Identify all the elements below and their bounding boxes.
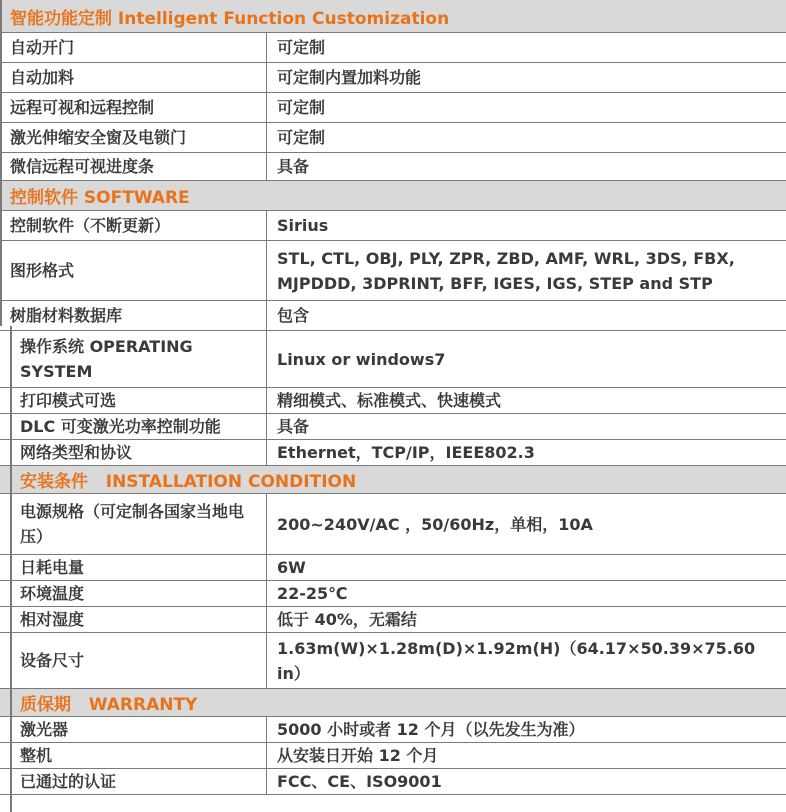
table-row: [0, 414, 786, 440]
row-value: Linux or windows7: [266, 331, 786, 387]
section-title: 智能功能定制 Intelligent Function Customization: [10, 8, 450, 29]
table-row: [0, 717, 786, 743]
table-row: [0, 331, 786, 388]
table-row: [0, 63, 786, 93]
row-label: 远程可视和远程控制: [10, 98, 155, 117]
table-border-left: [0, 0, 2, 326]
row-label: 日耗电量: [20, 558, 85, 577]
row-value: 6W: [266, 555, 786, 580]
row-label: 激光伸缩安全窗及电锁门: [10, 128, 187, 147]
row-value: STL, CTL, OBJ, PLY, ZPR, ZBD, AMF, WRL, 3DS, FBX, MJPDDD, 3DPRINT, BFF, IGES, IGS, STEP and STP: [266, 241, 786, 300]
row-value: 22-25℃: [266, 581, 786, 606]
row-label: 设备尺寸: [20, 651, 85, 670]
table-row: [0, 388, 786, 414]
section-header-software: [0, 181, 786, 211]
row-value: 5000 小时或者 12 个月（以先发生为准）: [266, 717, 786, 742]
row-label: DLC 可变激光功率控制功能: [20, 417, 221, 436]
row-label: 相对湿度: [20, 610, 85, 629]
row-value: 从安装日开始 12 个月: [266, 743, 786, 768]
row-label: 树脂材料数据库: [10, 306, 123, 325]
row-value: 精细模式、标准模式、快速模式: [266, 388, 786, 413]
section-title: 控制软件 SOFTWARE: [10, 188, 190, 208]
row-value: 可定制: [266, 123, 786, 152]
table-row: [0, 93, 786, 123]
row-value: 1.63m(W)×1.28m(D)×1.92m(H)（64.17×50.39×75.60 in）: [266, 633, 786, 688]
table-row: [0, 123, 786, 153]
table-row: [0, 769, 786, 795]
table-row: [0, 743, 786, 769]
table-row: [0, 581, 786, 607]
row-label: 控制软件（不断更新）: [10, 216, 171, 235]
table-row: [0, 33, 786, 63]
row-label: 环境温度: [20, 584, 85, 603]
row-value: 具备: [266, 153, 786, 180]
table-row: [0, 301, 786, 331]
row-label: 图形格式: [10, 261, 75, 280]
table-row: [0, 241, 786, 301]
row-label: 已通过的认证: [20, 772, 117, 791]
row-value: 可定制: [266, 33, 786, 62]
row-value: 200~240V/AC ，50/60Hz，单相，10A: [266, 494, 786, 554]
row-label: 打印模式可选: [20, 391, 117, 410]
section-title: 安装条件 INSTALLATION CONDITION: [20, 472, 357, 492]
row-label: 网络类型和协议: [20, 443, 133, 462]
row-value: 可定制内置加料功能: [266, 63, 786, 92]
row-value: FCC、CE、ISO9001: [266, 769, 786, 794]
table-row: [0, 494, 786, 555]
row-label: 激光器: [20, 720, 69, 739]
row-value: Ethernet，TCP/IP，IEEE802.3: [266, 440, 786, 465]
section-header-installation: [0, 466, 786, 494]
row-value: 包含: [266, 301, 786, 330]
row-label: 自动加料: [10, 68, 75, 87]
row-value: Sirius: [266, 211, 786, 240]
row-label: 微信远程可视进度条: [10, 157, 155, 176]
table-row: [0, 633, 786, 689]
section-header-intelligent: [0, 0, 786, 33]
row-label: 整机: [20, 746, 53, 765]
section-title: 质保期 WARRANTY: [20, 695, 198, 715]
table-row: [0, 440, 786, 466]
row-value: 可定制: [266, 93, 786, 122]
section-header-warranty: [0, 689, 786, 717]
table-row: [0, 153, 786, 181]
row-label: 操作系统 OPERATING SYSTEM: [20, 337, 193, 381]
row-value: 低于 40%，无霜结: [266, 607, 786, 632]
table-row: [0, 607, 786, 633]
row-label: 电源规格（可定制各国家当地电压）: [20, 502, 245, 546]
row-label: 自动开门: [10, 38, 75, 57]
row-value: 具备: [266, 414, 786, 439]
table-row: [0, 211, 786, 241]
table-border-left-indent: [10, 326, 12, 812]
table-row: [0, 555, 786, 581]
